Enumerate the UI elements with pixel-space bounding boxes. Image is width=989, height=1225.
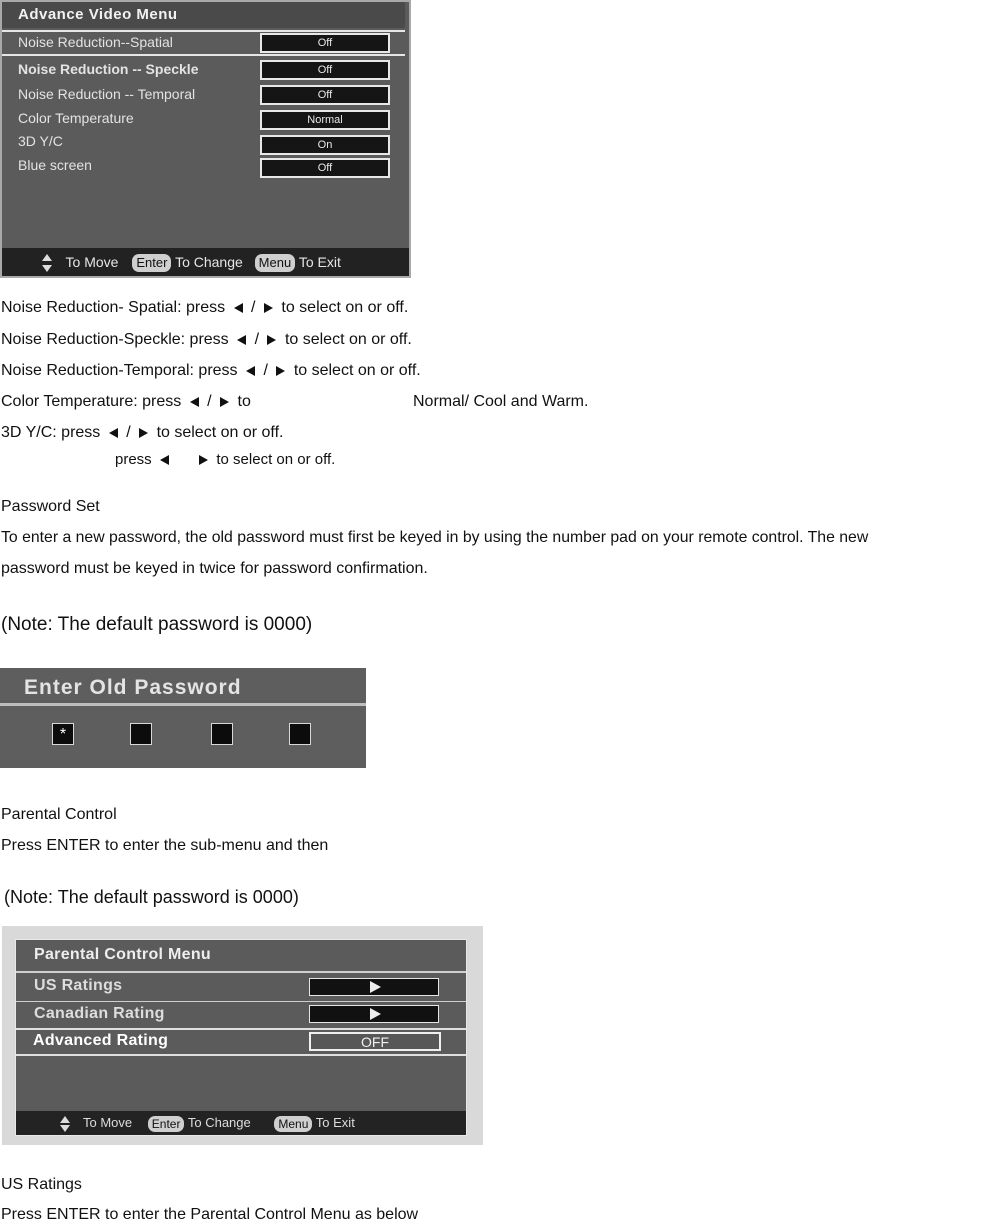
password-box-title: Enter Old Password xyxy=(24,676,242,699)
menu-row-label: 3D Y/C xyxy=(18,133,63,149)
parental-control-text: Press ENTER to enter the sub-menu and then xyxy=(1,837,329,854)
instruction-text: to select on or off. xyxy=(156,424,284,441)
menu-key-chip: Menu xyxy=(255,254,296,272)
menu-key-chip: Menu xyxy=(274,1116,312,1132)
up-down-arrows-icon xyxy=(42,252,52,274)
left-arrow-icon xyxy=(246,366,255,376)
right-arrow-icon xyxy=(264,303,273,313)
menu-row-label: Advanced Rating xyxy=(33,1032,169,1049)
right-arrow-icon xyxy=(276,366,285,376)
left-arrow-icon xyxy=(234,303,243,313)
menu-row-label: Noise Reduction--Spatial xyxy=(18,34,173,50)
menu-row-label: Noise Reduction -- Temporal xyxy=(18,86,196,102)
video-menu-footer xyxy=(2,248,409,276)
instruction-text: Color Temperature: press xyxy=(1,393,182,410)
instruction-text: to select on or off. xyxy=(216,451,336,468)
menu-row-value: On xyxy=(260,135,390,155)
instruction-speckle xyxy=(1,330,412,350)
enter-key-chip: Enter xyxy=(148,1116,185,1132)
us-ratings-text: Press ENTER to enter the Parental Control Menu as below xyxy=(1,1206,419,1223)
left-arrow-icon xyxy=(109,428,118,438)
instruction-text: 3D Y/C: press xyxy=(1,424,101,441)
divider xyxy=(0,703,366,706)
instruction-text: to select on or off. xyxy=(293,362,421,379)
slash: / xyxy=(207,393,212,410)
parental-control-menu-screenshot xyxy=(2,926,483,1145)
play-arrow-icon xyxy=(370,1008,381,1020)
parental-menu-title-row xyxy=(16,940,466,973)
footer-change-text: To Change xyxy=(187,1115,251,1130)
slash: / xyxy=(263,362,268,379)
menu-row-value: Off xyxy=(260,33,390,53)
password-set-note: (Note: The default password is 0000) xyxy=(1,614,313,635)
footer-move-text: To Move xyxy=(83,1115,133,1130)
right-arrow-icon xyxy=(220,397,229,407)
up-down-arrows-icon xyxy=(60,1114,70,1134)
enter-key-chip: Enter xyxy=(132,254,171,272)
menu-row-value: Off xyxy=(260,85,390,105)
footer-exit-text: To Exit xyxy=(298,254,341,270)
instruction-spatial xyxy=(1,298,408,318)
parental-menu-panel xyxy=(15,939,467,1136)
parental-control-heading: Parental Control xyxy=(1,806,117,823)
menu-row-label: Canadian Rating xyxy=(34,1005,165,1022)
instruction-text: press xyxy=(115,451,152,468)
slash: / xyxy=(126,424,131,441)
menu-row-value: Off xyxy=(260,60,390,80)
footer-move-text: To Move xyxy=(65,254,119,270)
menu-row-label: US Ratings xyxy=(34,977,123,994)
enter-old-password-screenshot xyxy=(0,668,366,768)
left-arrow-icon xyxy=(160,455,169,465)
instruction-color-temperature xyxy=(1,392,251,412)
play-arrow-icon xyxy=(370,981,381,993)
right-arrow-icon xyxy=(199,455,208,465)
password-digit-4 xyxy=(289,723,311,745)
instruction-text: Noise Reduction-Temporal: press xyxy=(1,362,238,379)
instruction-color-options: Normal/ Cool and Warm. xyxy=(413,393,589,410)
instruction-text: to select on or off. xyxy=(281,299,409,316)
us-ratings-heading: US Ratings xyxy=(1,1176,82,1193)
menu-row-canadian-rating xyxy=(16,1002,466,1030)
instruction-text: to select on or off. xyxy=(284,331,412,348)
instruction-text: to xyxy=(237,393,251,410)
password-set-text-line1: To enter a new password, the old password must first be keyed in by using the number pad on your remote control. The new xyxy=(1,529,869,546)
left-arrow-icon xyxy=(190,397,199,407)
menu-row-us-ratings xyxy=(16,973,466,1002)
password-digit-2 xyxy=(130,723,152,745)
instruction-blue-screen xyxy=(115,450,335,470)
footer-change-text: To Change xyxy=(175,254,243,270)
instruction-3d-yc xyxy=(1,423,283,443)
right-arrow-icon xyxy=(139,428,148,438)
menu-row-label: Noise Reduction -- Speckle xyxy=(18,61,199,77)
password-set-heading: Password Set xyxy=(1,498,100,515)
menu-row-label: Blue screen xyxy=(18,157,92,173)
menu-row-advanced-rating xyxy=(16,1030,466,1056)
left-arrow-icon xyxy=(237,335,246,345)
menu-row-label: Color Temperature xyxy=(18,110,134,126)
advanced-rating-value: OFF xyxy=(309,1032,441,1051)
menu-row-value: Off xyxy=(260,158,390,178)
instruction-text: Noise Reduction-Speckle: press xyxy=(1,331,229,348)
slash: / xyxy=(251,299,256,316)
submenu-value xyxy=(309,978,439,996)
video-menu-title: Advance Video Menu xyxy=(2,2,405,28)
advance-video-menu-screenshot xyxy=(0,0,411,278)
instruction-text: Noise Reduction- Spatial: press xyxy=(1,299,226,316)
password-digit-1: * xyxy=(52,723,74,745)
instruction-temporal xyxy=(1,361,421,381)
parental-menu-title: Parental Control Menu xyxy=(34,946,211,963)
menu-row-value: Normal xyxy=(260,110,390,130)
slash: / xyxy=(254,331,260,348)
password-digit-3 xyxy=(211,723,233,745)
footer-exit-text: To Exit xyxy=(315,1115,355,1130)
right-arrow-icon xyxy=(267,335,276,345)
parental-control-note: (Note: The default password is 0000) xyxy=(4,887,299,907)
parental-menu-footer xyxy=(16,1111,466,1135)
submenu-value xyxy=(309,1005,439,1023)
password-set-text-line2: password must be keyed in twice for password confirmation. xyxy=(1,560,428,577)
